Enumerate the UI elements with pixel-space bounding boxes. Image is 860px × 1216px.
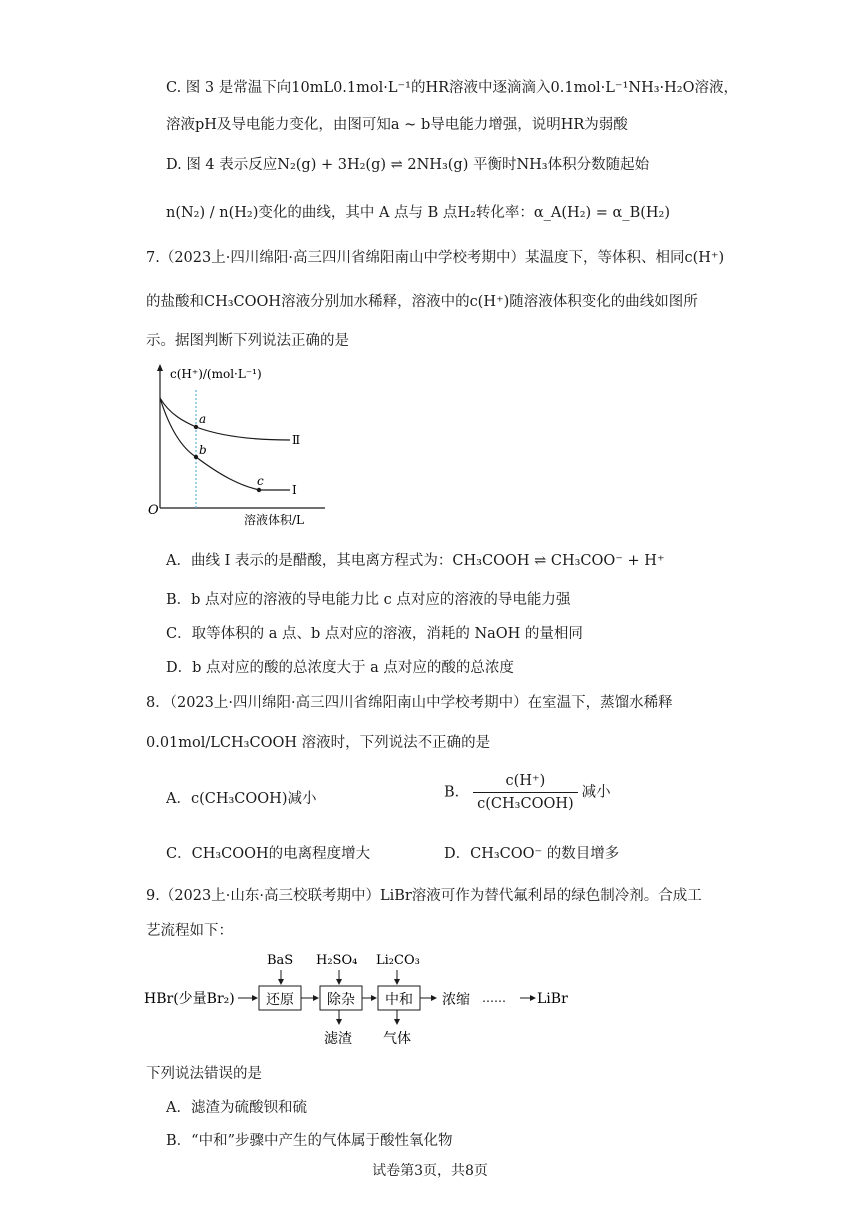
point-a-label: a — [199, 412, 207, 426]
q7-option-c[interactable]: C．取等体积的 a 点、b 点对应的溶液，消耗的 NaOH 的量相同 — [166, 626, 583, 642]
step-reduction-label: 还原 — [266, 992, 294, 1008]
flow-ellipsis: …… — [482, 991, 506, 1005]
y-axis-arrow — [157, 364, 163, 371]
reagent-h2so4: H₂SO₄ — [316, 953, 358, 968]
output-gas: 气体 — [383, 1031, 411, 1047]
q6-option-d-line1: D. 图 4 表示反应N₂(g) + 3H₂(g) ⇌ 2NH₃(g) 平衡时NH₃体积分数随起始 — [166, 157, 650, 173]
step-concentrate: 浓缩 — [442, 992, 470, 1008]
fraction-denominator: c(CH₃COOH) — [477, 796, 574, 812]
curve-ii-label: Ⅱ — [292, 433, 301, 447]
q7-stem-line1: 7.（2023上·四川绵阳·高三四川省绵阳南山中学校考期中）某温度下，等体积、相同c(H⁺) — [146, 250, 725, 266]
fraction-numerator: c(H⁺) — [473, 772, 578, 793]
q9-process-flow-diagram — [140, 948, 600, 1058]
output-residue: 滤渣 — [324, 1031, 352, 1047]
flow-product: LiBr — [537, 991, 568, 1007]
origin-label: O — [148, 503, 159, 518]
q8-stem-line1: 8．（2023上·四川绵阳·高三四川省绵阳南山中学校考期中）在室温下，蒸馏水稀释 — [146, 695, 673, 711]
q7-stem-line3: 示。据图判断下列说法正确的是 — [146, 333, 349, 349]
q8-stem-line2: 0.01mol/LCH₃COOH 溶液时，下列说法不正确的是 — [146, 735, 491, 751]
step-neutralization-label: 中和 — [385, 992, 413, 1008]
step-impurity-removal-label: 除杂 — [327, 992, 355, 1008]
point-c — [257, 488, 261, 492]
flow-input: HBr(少量Br₂) — [144, 991, 235, 1007]
curve-ii — [160, 398, 290, 440]
q8-option-c[interactable]: C．CH₃COOH的电离程度增大 — [166, 846, 371, 862]
point-b-label: b — [199, 443, 207, 457]
q9-option-a[interactable]: A．滤渣为硫酸钡和硫 — [166, 1100, 307, 1116]
q9-ask: 下列说法错误的是 — [146, 1066, 262, 1082]
point-c-label: c — [257, 474, 264, 488]
q7-figure-dilution-curves — [140, 360, 340, 530]
q8-option-b-prefix: B． — [444, 784, 470, 801]
q6-option-d-line2: n(N₂) / n(H₂)变化的曲线，其中 A 点与 B 点H₂转化率：α_A(H₂) = α_B(H₂) — [166, 205, 671, 221]
y-axis-label: c(H⁺)/(mol·L⁻¹) — [170, 367, 262, 381]
q8-option-d[interactable]: D．CH₃COO⁻ 的数目增多 — [444, 846, 620, 862]
q7-option-a[interactable]: A．曲线 I 表示的是醋酸，其电离方程式为：CH₃COOH ⇌ CH₃COO⁻ + H⁺ — [166, 553, 665, 569]
q9-option-b[interactable]: B．“中和”步骤中产生的气体属于酸性氧化物 — [166, 1133, 453, 1149]
x-axis-label: 溶液体积/L — [244, 513, 305, 527]
q8-option-a[interactable]: A．c(CH₃COOH)减小 — [166, 791, 317, 807]
curve-i-label: Ⅰ — [292, 483, 297, 497]
q7-option-b[interactable]: B．b 点对应的溶液的导电能力比 c 点对应的溶液的导电能力强 — [166, 592, 571, 608]
q8-option-b[interactable] — [444, 772, 611, 813]
page-footer: 试卷第3页，共8页 — [372, 1163, 488, 1179]
q6-option-c-line2: 溶液pH及导电能力变化，由图可知a ~ b导电能力增强，说明HR为弱酸 — [166, 117, 628, 133]
curve-i — [160, 398, 290, 490]
point-b — [194, 455, 198, 459]
q7-stem-line2: 的盐酸和CH₃COOH溶液分别加水稀释，溶液中的c(H⁺)随溶液体积变化的曲线如图所 — [146, 294, 698, 310]
reagent-li2co3: Li₂CO₃ — [376, 953, 420, 968]
q7-option-d[interactable]: D．b 点对应的酸的总浓度大于 a 点对应的酸的总浓度 — [166, 660, 514, 676]
reagent-bas: BaS — [267, 953, 294, 968]
q9-stem-line1: 9.（2023上·山东·高三校联考期中）LiBr溶液可作为替代氟利昂的绿色制冷剂。合成工 — [146, 888, 702, 904]
q8-option-b-fraction — [473, 772, 578, 813]
q9-stem-line2: 艺流程如下： — [146, 923, 233, 939]
point-a — [194, 425, 198, 429]
q6-option-c-line1: C. 图 3 是常温下向10mL0.1mol·L⁻¹的HR溶液中逐滴滴入0.1mol·L⁻¹NH₃·H₂O溶液， — [166, 80, 738, 96]
q8-option-b-suffix: 减小 — [581, 784, 611, 801]
